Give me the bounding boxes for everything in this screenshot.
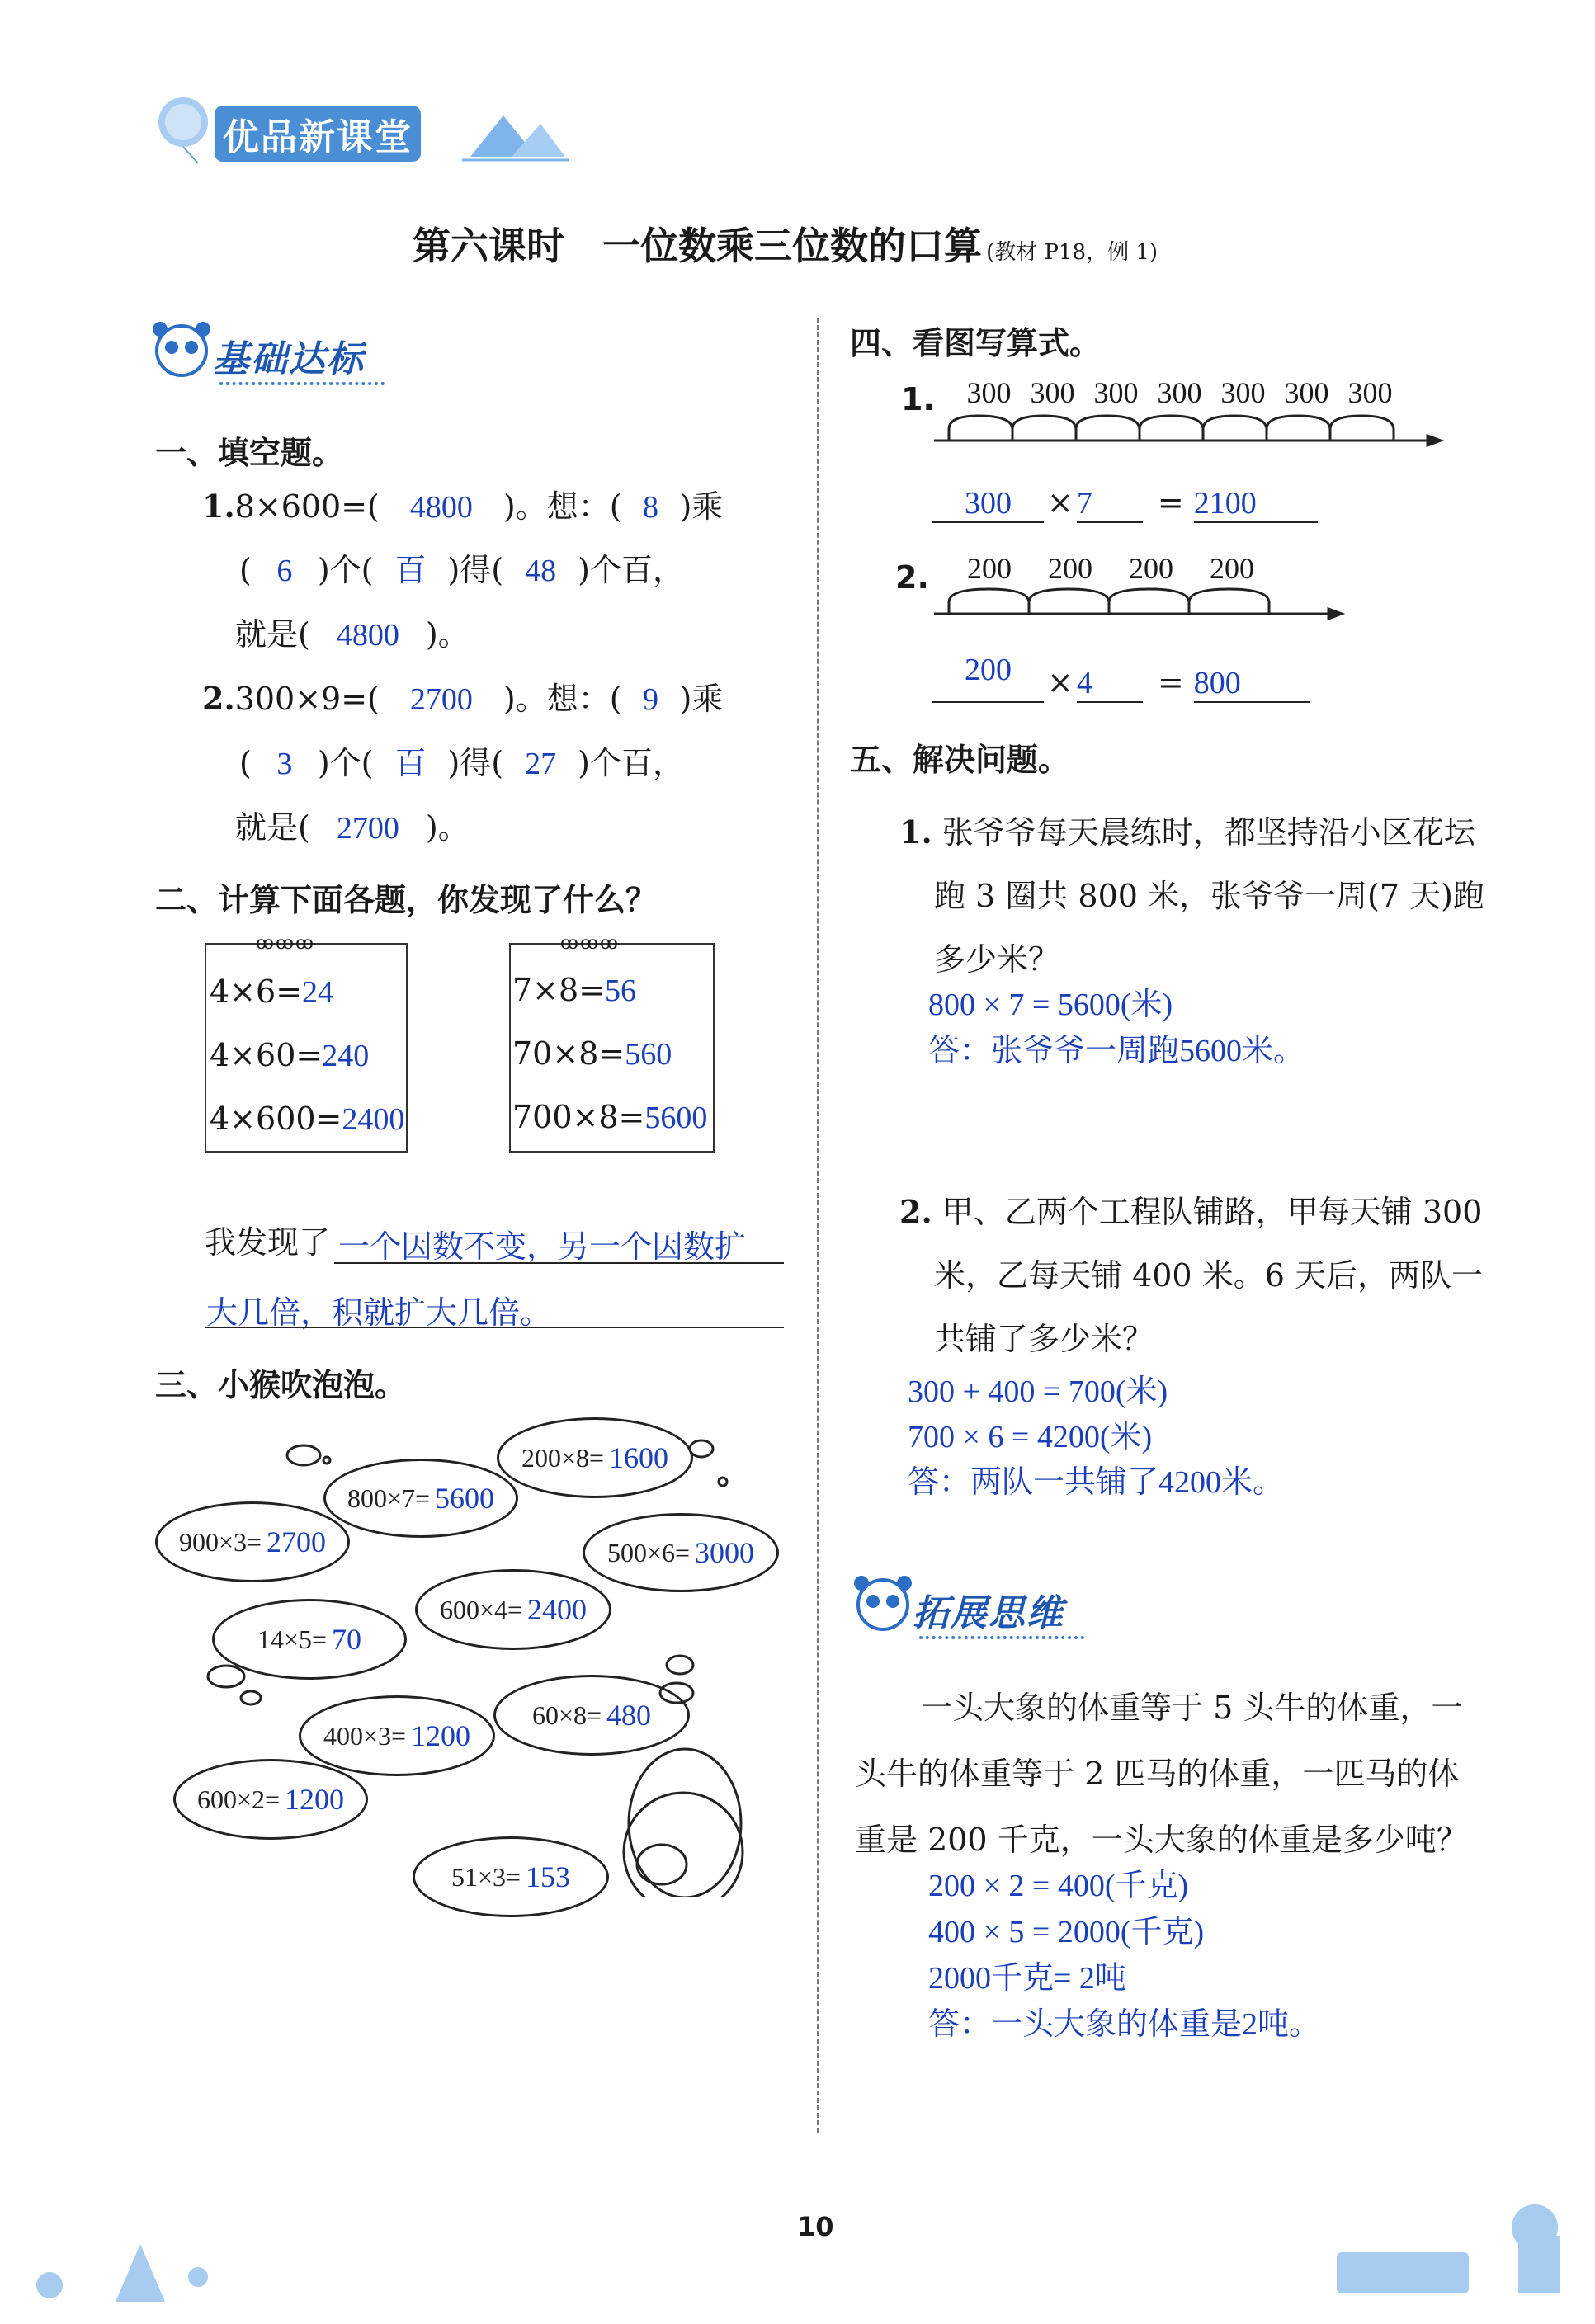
segment-labels: 300 300 300 300 300 300 300 xyxy=(966,376,1393,409)
calc-card-1 xyxy=(205,933,408,1153)
number-line-2 xyxy=(932,577,1345,627)
section-underline xyxy=(219,382,385,385)
section4-heading: 四、看图写算式。 xyxy=(850,325,1102,361)
problem1-row2: ( 6 )个( 百 )得( 48 )个百， xyxy=(239,552,684,588)
answer: 3 xyxy=(276,747,293,781)
problem2-row2: ( 3 )个( 百 )得( 27 )个百， xyxy=(239,745,684,781)
bubble: 400×3= 1200 xyxy=(299,1695,495,1776)
extension-text: 一头大象的体重等于 5 头牛的体重，一 头牛的体重等于 2 匹马的体重，一匹马的体 重是 200 千克，一头大象的体重是多少吨？ xyxy=(855,1690,1468,1858)
bubble: 60×8= 480 xyxy=(493,1675,690,1756)
balloon-icon xyxy=(149,91,223,165)
panda-icon xyxy=(850,1572,916,1646)
panda-icon xyxy=(149,318,215,392)
section5-heading: 五、解决问题。 xyxy=(850,742,1070,778)
section2-heading: 二、计算下面各题，你发现了什么？ xyxy=(155,882,658,918)
small-bubble xyxy=(208,1666,244,1687)
bubble: 800×7= 5600 xyxy=(323,1459,518,1538)
footer-decoration-left xyxy=(25,2227,256,2310)
header-logo xyxy=(149,91,578,165)
formula-2: 200 × 4 = 800 xyxy=(932,652,1310,703)
card-row: 70×8=560 xyxy=(512,1035,672,1072)
bubble: 51×3= 153 xyxy=(413,1836,609,1917)
answer: 27 xyxy=(525,747,557,781)
bubble: 900×3= 2700 xyxy=(155,1501,350,1582)
card-row: 700×8=5600 xyxy=(512,1099,708,1135)
small-bubble xyxy=(287,1445,320,1465)
found-answer-line1: 一个因数不变，另一个因数扩 xyxy=(338,1230,747,1265)
found-label: 我发现了 xyxy=(205,1224,331,1261)
section-extension-label: 拓展思维 xyxy=(913,1592,1064,1634)
problem1-row3: 就是( 4800 )。 xyxy=(235,616,470,653)
card-row: 4×6=24 xyxy=(210,973,334,1010)
bubble: 14×5= 70 xyxy=(212,1599,407,1680)
problem-text: 1. 张爷爷每天晨练时，都坚持沿小区花坛 跑 3 圈共 800 米，张爷爷一周(7 天)跑 多少米？ xyxy=(899,813,1484,978)
card-row: 7×8=56 xyxy=(512,972,637,1008)
bubble: 200×8= 1600 xyxy=(497,1417,693,1498)
spiral-binding: ꝏꝏꝏ xyxy=(256,933,315,954)
number-line-1 xyxy=(932,404,1444,454)
monkey-illustration xyxy=(165,1435,809,1897)
small-bubble xyxy=(660,1683,693,1703)
answer: 9 xyxy=(643,682,659,717)
answer-line xyxy=(334,1262,784,1264)
problem-text: 2. 甲、乙两个工程队铺路，甲每天铺 300 米，乙每天铺 400 米。6 天后，两队一 共铺了多少米？ xyxy=(899,1193,1483,1357)
problem-number: 1. xyxy=(901,381,935,417)
card-row: 4×60=240 xyxy=(210,1037,370,1073)
calc-card-2 xyxy=(509,933,715,1153)
section-badge-basic xyxy=(149,318,446,392)
small-bubble xyxy=(323,1457,330,1464)
lesson-title-row xyxy=(413,216,1158,271)
solution-work: 300 + 400 = 700(米) 700 × 6 = 4200(米) 答：两队一共铺了4200米。 xyxy=(908,1374,1285,1500)
section3-heading: 三、小猴吹泡泡。 xyxy=(155,1367,407,1403)
small-bubble xyxy=(690,1440,713,1457)
solution-work: 800 × 7 = 5600(米) 答：张爷爷一周跑5600米。 xyxy=(928,988,1305,1068)
small-bubble xyxy=(719,1478,727,1486)
bubble: 600×2= 1200 xyxy=(173,1759,368,1840)
answer: 48 xyxy=(525,554,557,588)
formula-1: 300 × 7 = 2100 xyxy=(932,485,1318,523)
answer: 4800 xyxy=(409,490,473,525)
page-number: 10 xyxy=(797,2211,834,2242)
problem1-row1: 1.8×600=( 4800 )。想：( 8 )乘 xyxy=(202,488,724,525)
section-underline xyxy=(919,1636,1084,1639)
answer: 2700 xyxy=(409,682,473,717)
answer: 2700 xyxy=(336,811,399,846)
solution-work: 200 × 2 = 400(千克) 400 × 5 = 2000(千克) 2000千克= 2吨 答：一头大象的体重是2吨。 xyxy=(928,1869,1321,2042)
column-divider xyxy=(817,318,819,2133)
footer-decoration-right xyxy=(1304,2178,1584,2310)
card-row: 4×600=2400 xyxy=(210,1101,405,1137)
found-answer-line2: 大几倍，积就扩大几倍。 xyxy=(206,1296,552,1331)
answer: 百 xyxy=(394,554,427,588)
lesson-ref: (教材 P18，例 1) xyxy=(986,240,1158,265)
lesson-title: 第六课时 一位数乘三位数的口算 xyxy=(413,224,982,268)
section-basic-label: 基础达标 xyxy=(213,338,365,380)
answer: 6 xyxy=(276,554,293,588)
problem2-row3: 就是( 2700 )。 xyxy=(235,809,470,846)
bubble: 600×4= 2400 xyxy=(415,1569,611,1650)
small-bubble xyxy=(667,1656,693,1674)
mountain-icon xyxy=(462,99,569,165)
problem-number: 2. xyxy=(895,559,929,596)
answer-line xyxy=(205,1327,784,1328)
segment-labels: 200 200 200 200 xyxy=(967,552,1254,585)
spiral-binding: ꝏꝏꝏ xyxy=(560,933,620,954)
small-bubble xyxy=(241,1691,261,1704)
section-badge-extension xyxy=(850,1572,1163,1646)
answer: 8 xyxy=(643,490,659,525)
answer: 4800 xyxy=(336,618,399,653)
bubble: 500×6= 3000 xyxy=(583,1513,779,1592)
problem2-row1: 2.300×9=( 2700 )。想：( 9 )乘 xyxy=(202,680,724,717)
answer: 百 xyxy=(394,747,427,781)
section1-heading: 一、填空题。 xyxy=(155,435,344,471)
brand-name: 优品新课堂 xyxy=(215,106,421,162)
